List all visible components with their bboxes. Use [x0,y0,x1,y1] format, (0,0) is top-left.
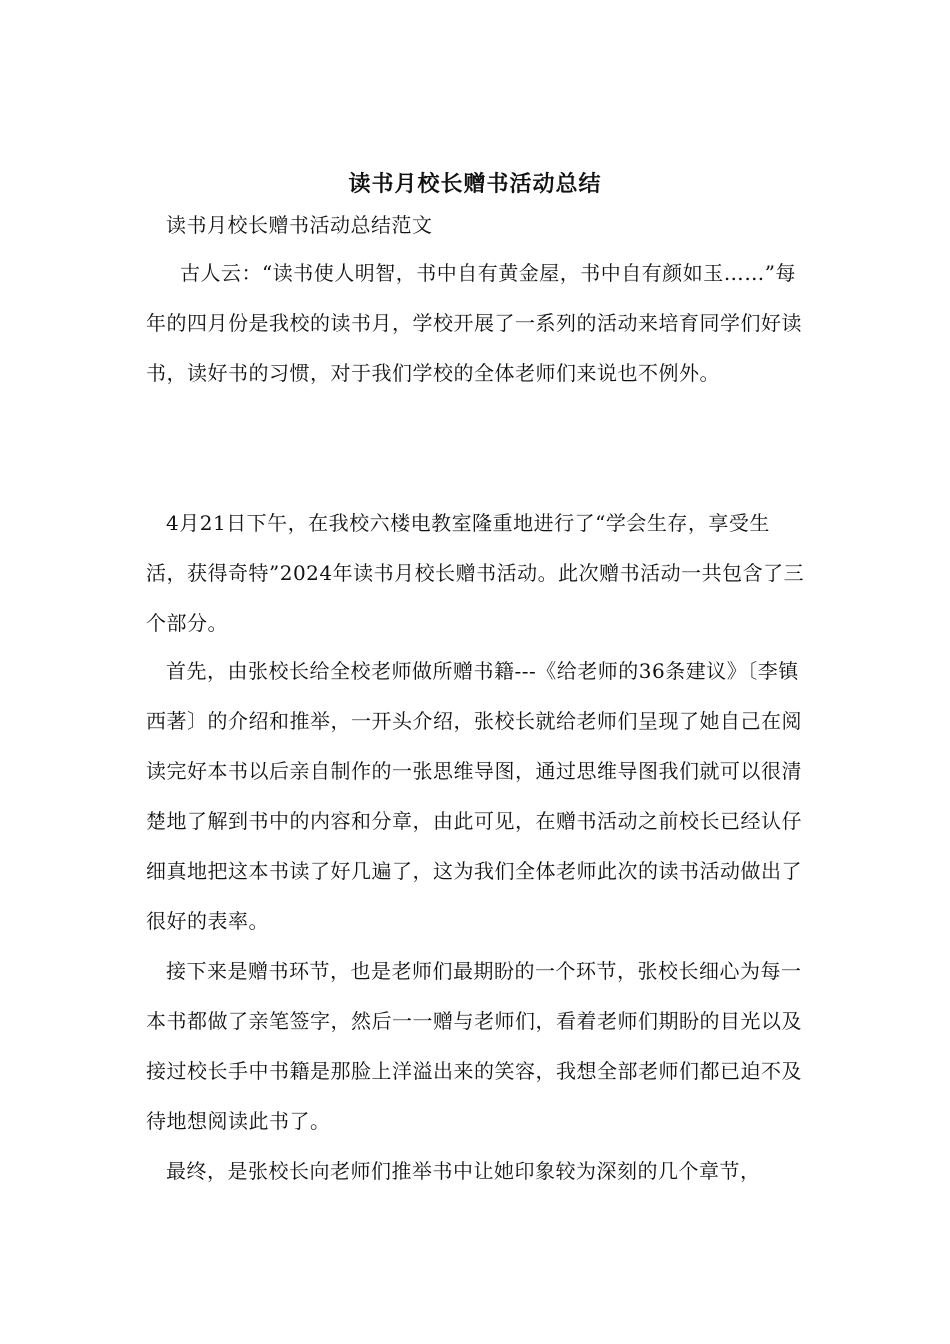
document-subtitle: 读书月校长赠书活动总结范文 [166,213,433,237]
paragraph-event: 4月21日下午，在我校六楼电教室隆重地进行了“学会生存，享受生活，获得奇特”2024年读书月校长赠书活动。此次赠书活动一共包含了三个部分。 [146,511,805,635]
paragraph-first: 首先，由张校长给全校老师做所赠书籍---《给老师的36条建议》〔李镇西著〕的介绍和推举，一开头介绍，张校长就给老师们呈现了她自己在阅读完好本书以后亲自制作的一张思维导图，通过思维导图我们就可以很清楚地了解到书中的内容和分章，由此可见，在赠书活动之前校长已经认仔细真地把这本书读了好几遍了，这为我们全体老师此次的读书活动做出了很好的表率。 [146,659,802,933]
document-title: 读书月校长赠书活动总结 [348,170,602,197]
paragraph-next: 接下来是赠书环节，也是老师们最期盼的一个环节，张校长细心为每一本书都做了亲笔签字，然后一一赠与老师们，看着老师们期盼的目光以及接过校长手中书籍是那脸上洋溢出来的笑容，我想全部老师们都已迫不及待地想阅读此书了。 [146,959,802,1133]
paragraph-intro: 古人云：“读书使人明智，书中自有黄金屋，书中自有颜如玉……”每年的四月份是我校的读书月，学校开展了一系列的活动来培育同学们好读书，读好书的习惯，对于我们学校的全体老师们来说也不例外。 [146,261,802,385]
paragraph-final: 最终，是张校长向老师们推举书中让她印象较为深刻的几个章节， [166,1159,761,1183]
